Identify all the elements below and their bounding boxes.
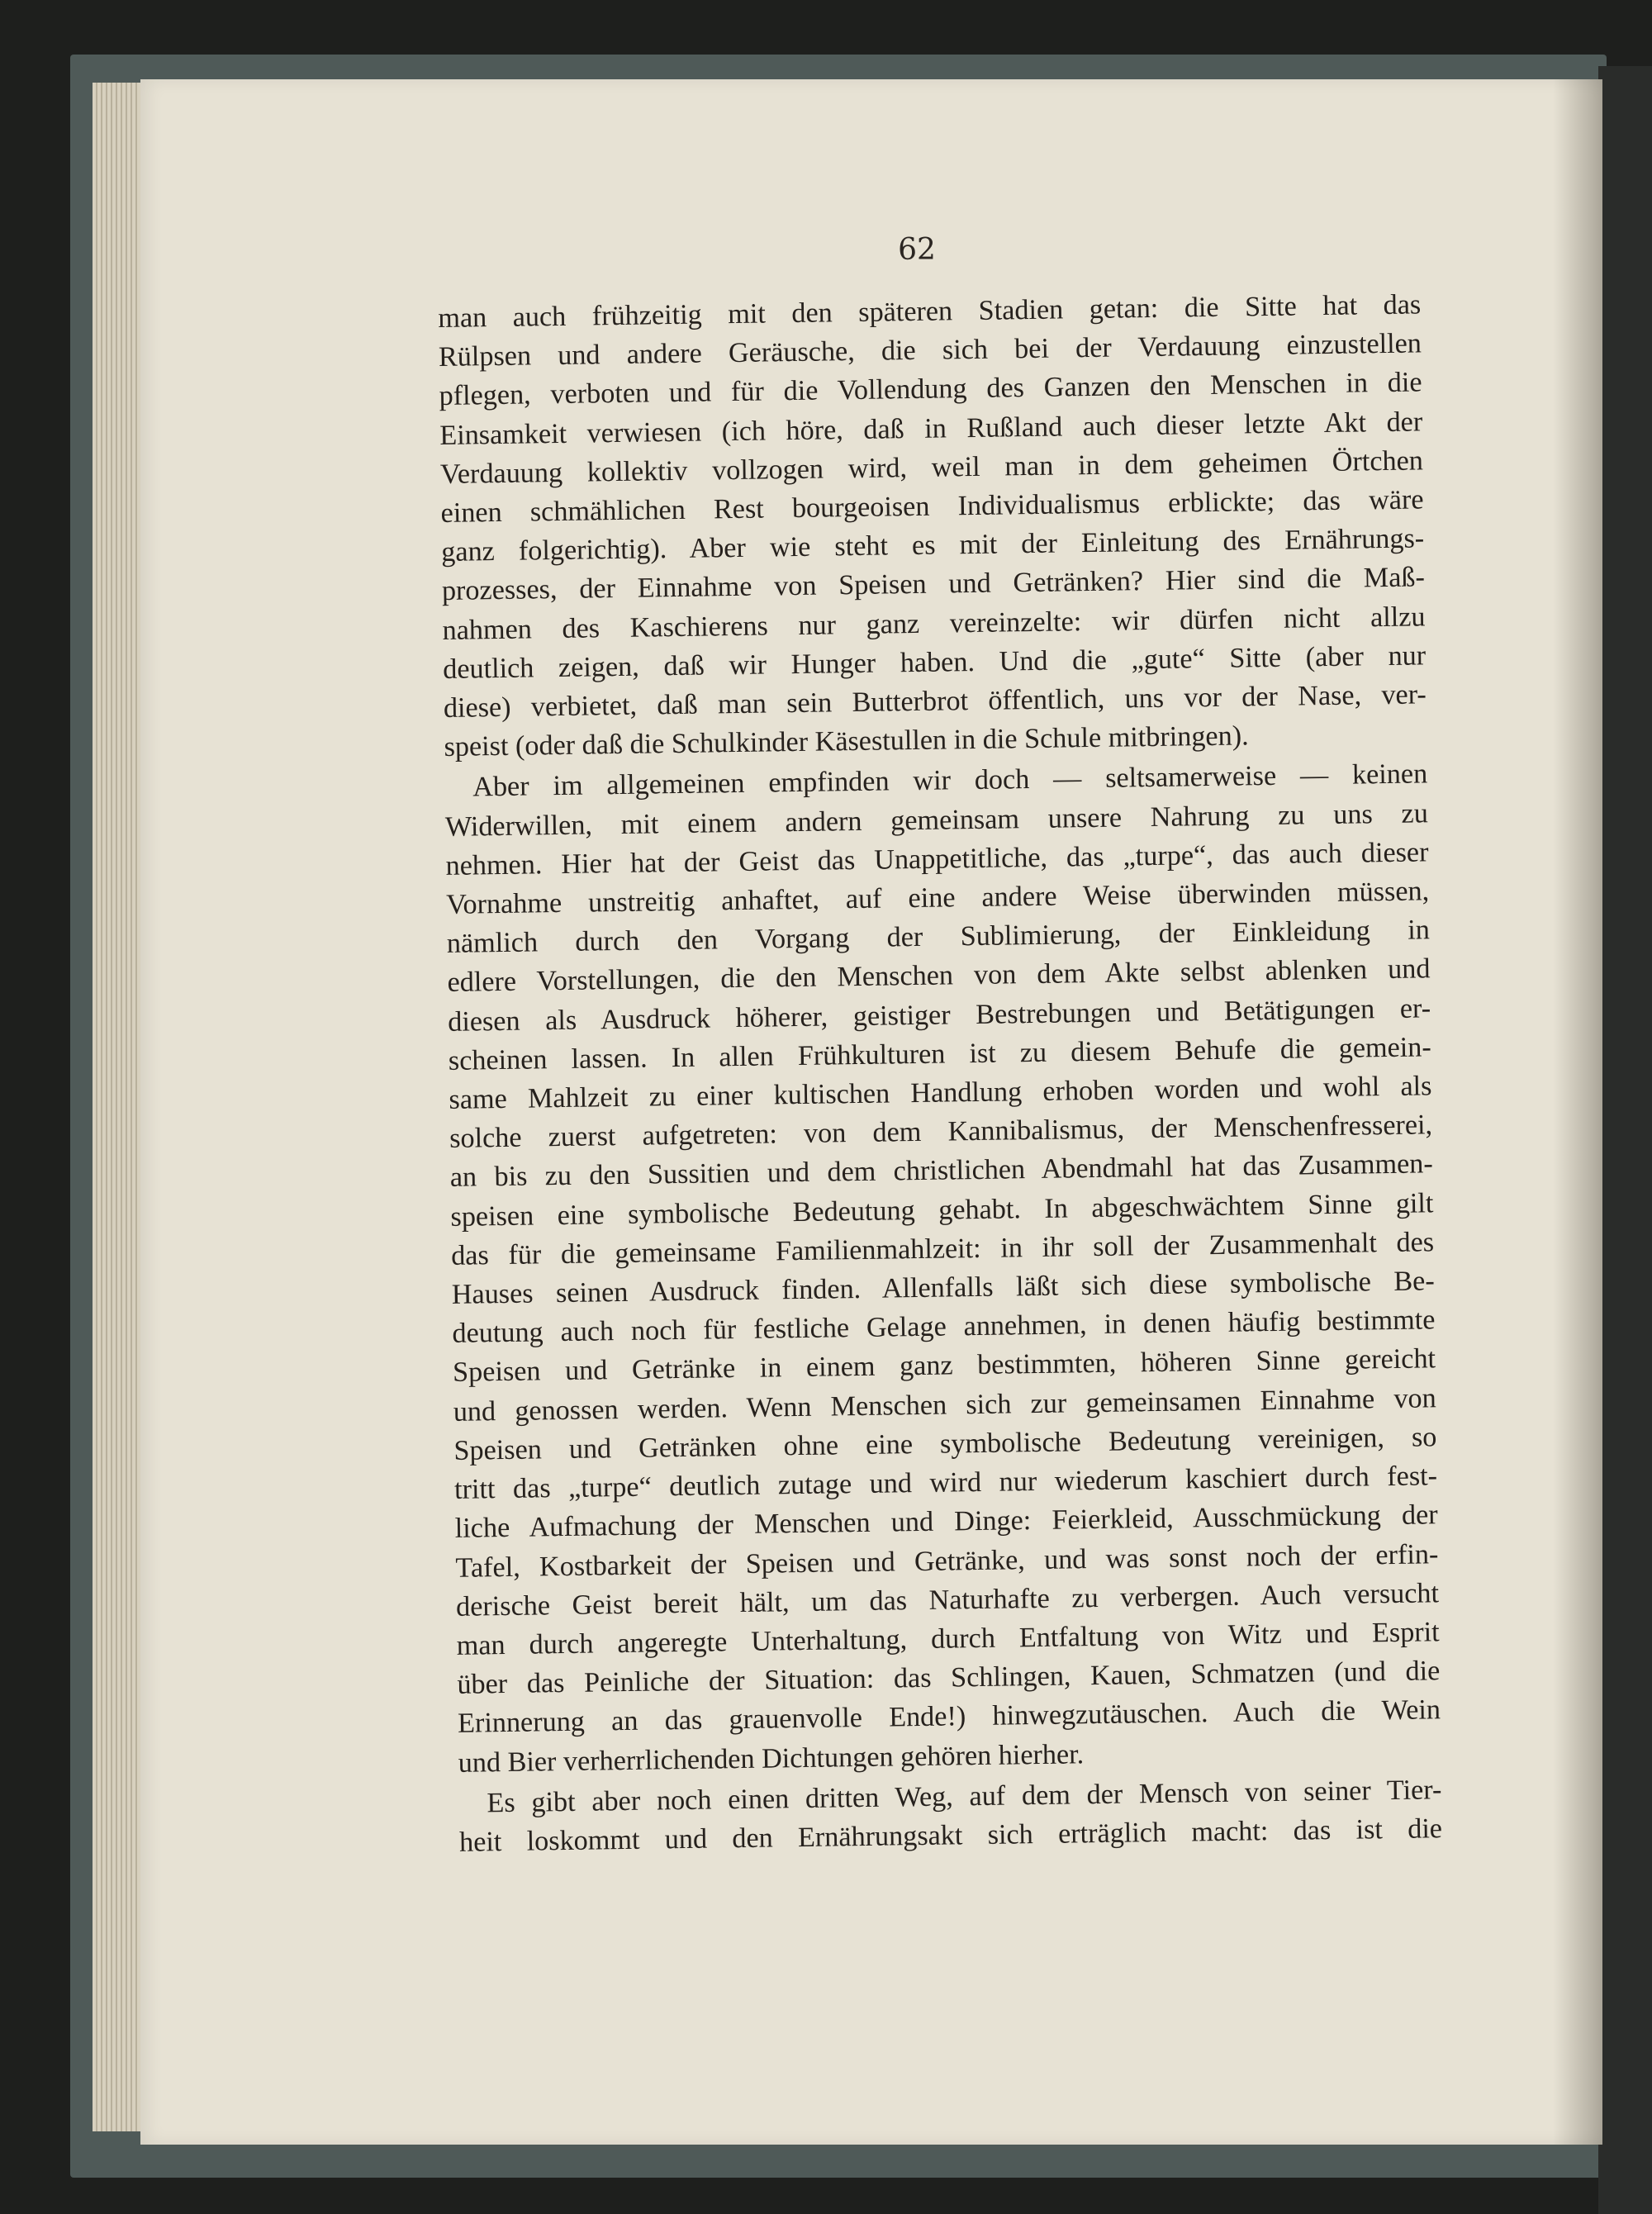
text-line: solche zuerst aufgetreten: von dem Kannibalismus, der Menschenfresserei, (449, 1109, 1433, 1155)
text-line: heit loskommt und den Ernährungsakt sich erträglich macht: das ist die (458, 1813, 1443, 1858)
book-cover-right (1598, 66, 1652, 2214)
page-number: 62 (898, 233, 936, 267)
text-line: speisen eine symbolische Bedeutung gehabt. In abgeschwächtem Sinne gilt (450, 1187, 1434, 1233)
text-line: Tafel, Kostbarkeit der Speisen und Getränke, und was sonst noch der erfin- (455, 1538, 1439, 1584)
text-line: Es gibt aber noch einen dritten Weg, auf dem der Mensch von seiner Tier- (487, 1774, 1442, 1819)
text-line: same Mahlzeit zu einer kultischen Handlung erhoben worden und wohl als (449, 1071, 1432, 1115)
text-line: tritt das „turpe“ deutlich zutage und wird nur wiederum kaschiert durch fest- (453, 1461, 1438, 1505)
text-line: man auch frühzeitig mit den späteren Stadien getan: die Sitte hat das (438, 289, 1422, 334)
text-line: diese) verbietet, daß man sein Butterbrot öffentlich, uns vor der Nase, ver- (443, 679, 1427, 724)
text-line: diesen als Ausdruck höherer, geistiger Bestrebungen und Betätigungen er- (447, 992, 1431, 1038)
text-line: ganz folgerichtig). Aber wie steht es mit der Einleitung des Ernährungs- (441, 523, 1425, 568)
text-line: Verdauung kollektiv vollzogen wird, weil man in dem geheimen Örtchen (439, 445, 1424, 490)
text-line: Rülpsen und andere Geräusche, die sich bei der Verdauung einzustellen (438, 328, 1422, 373)
text-line: derische Geist bereit hält, um das Naturhafte zu verbergen. Auch versucht (455, 1577, 1440, 1622)
text-line: Vornahme unstreitig anhaftet, auf eine andere Weise überwinden müssen, (445, 876, 1430, 920)
text-line: Einsamkeit verwiesen (ich höre, daß in Rußland auch dieser letzte Akt der (439, 406, 1423, 451)
text-line: deutlich zeigen, daß wir Hunger haben. Und die „gute“ Sitte (aber nur (443, 640, 1427, 685)
text-line: nahmen des Kaschierens nur ganz vereinzelte: wir dürfen nicht allzu (442, 601, 1426, 646)
body-text (438, 285, 1442, 1862)
text-line: einen schmählichen Rest bourgeoisen Individualismus erblickte; das wäre (440, 484, 1424, 529)
text-line: nämlich durch den Vorgang der Sublimierung, der Einkleidung in (446, 915, 1431, 960)
text-line: pflegen, verboten und für die Vollendung des Ganzen den Menschen in die (439, 367, 1422, 412)
text-line: speist (oder daß die Schulkinder Käsestullen in die Schule mitbringen). (444, 720, 1249, 763)
text-line: liche Aufmachung der Menschen und Dinge: Feierkleid, Ausschmückung der (454, 1499, 1438, 1545)
page-gutter-shadow (1553, 79, 1602, 2145)
text-line: Hauses seinen Ausdruck finden. Allenfalls läßt sich diese symbolische Be- (451, 1266, 1435, 1310)
text-line: über das Peinliche der Situation: das Schlingen, Kauen, Schmatzen (und die (457, 1656, 1441, 1700)
text-line: man durch angeregte Unterhaltung, durch Entfaltung von Witz und Esprit (456, 1617, 1440, 1661)
text-line: und genossen werden. Wenn Menschen sich zur gemeinsamen Einnahme von (453, 1382, 1436, 1428)
text-line: scheinen lassen. In allen Frühkulturen ist zu diesem Behufe die gemein- (448, 1032, 1432, 1076)
text-line: Aber im allgemeinen empfinden wir doch — seltsamerweise — keinen (472, 758, 1428, 803)
text-line: das für die gemeinsame Familienmahlzeit: in ihr soll der Zusammenhalt des (450, 1227, 1435, 1271)
text-line: und Bier verherrlichenden Dichtungen gehören hierher. (458, 1738, 1085, 1779)
text-line: Speisen und Getränken ohne eine symbolische Bedeutung vereinigen, so (453, 1422, 1437, 1466)
text-line: nehmen. Hier hat der Geist das Unappetitliche, das „turpe“, das auch dieser (445, 837, 1429, 881)
text-line: deutung auch noch für festliche Gelage annehmen, in denen häufig bestimmte (452, 1304, 1436, 1350)
text-line: edlere Vorstellungen, die den Menschen von dem Akte selbst ablenken und (447, 953, 1431, 999)
text-line: Widerwillen, mit einem andern gemeinsam unsere Nahrung zu uns zu (444, 797, 1429, 843)
text-line: Speisen und Getränke in einem ganz bestimmten, höheren Sinne gereicht (452, 1343, 1436, 1389)
text-line: an bis zu den Sussitien und dem christlichen Abendmahl hat das Zusammen- (449, 1148, 1433, 1194)
text-line: Erinnerung an das grauenvolle Ende!) hinwegzutäuschen. Auch die Wein (457, 1694, 1441, 1740)
text-line: prozesses, der Einnahme von Speisen und Getränken? Hier sind die Maß- (441, 562, 1426, 607)
